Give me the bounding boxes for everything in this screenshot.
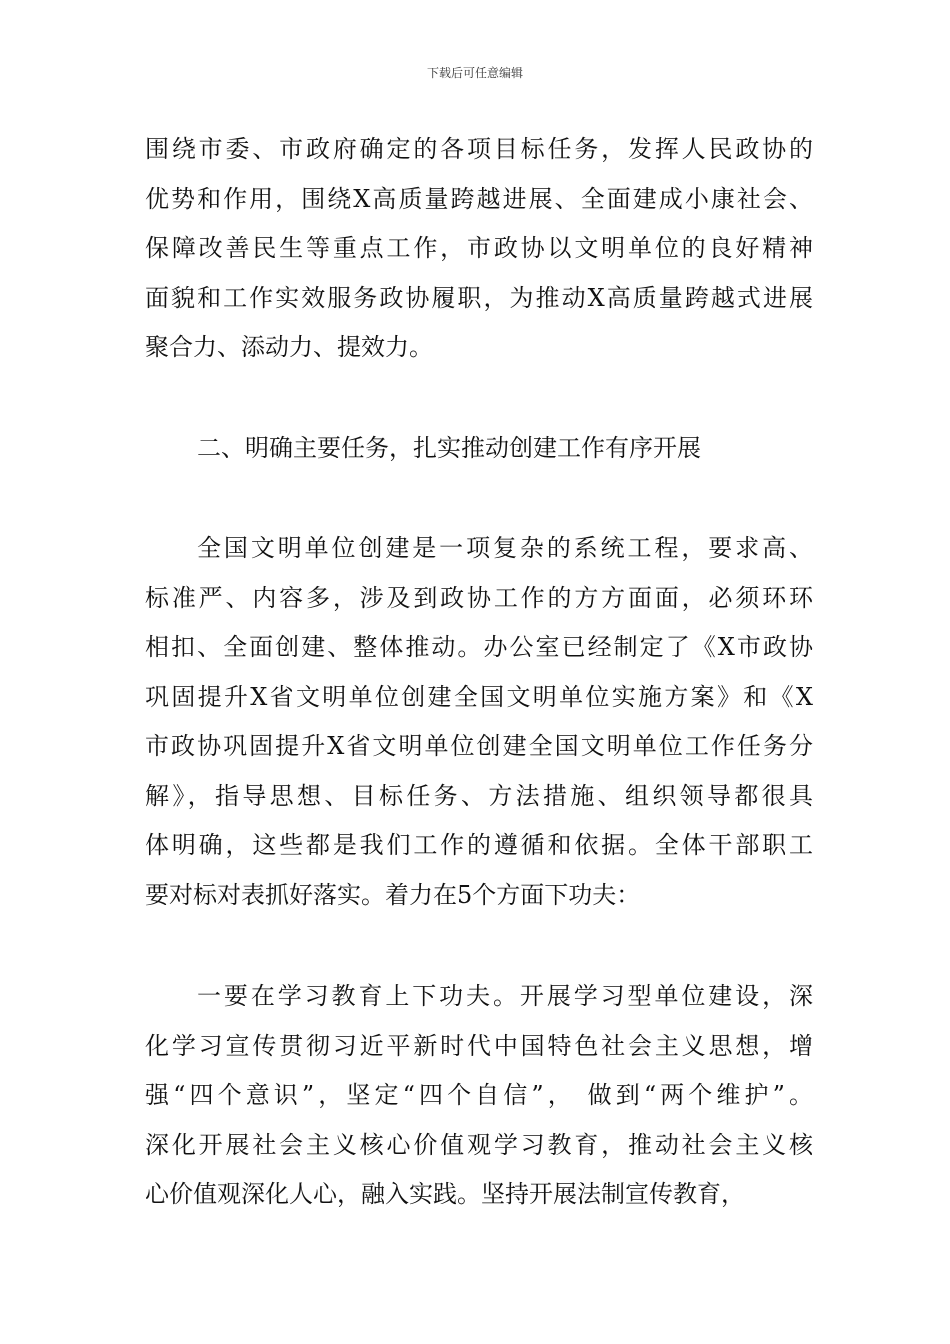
text-line: 全国文明单位创建是一项复杂的系统工程，要求高、	[197, 534, 813, 562]
text-line: 化学习宣传贯彻习近平新时代中国特色社会主义思想，增	[145, 1031, 813, 1060]
text-line: 心价值观深化人心，融入实践。坚持开展法制宣传教育，	[145, 1180, 745, 1208]
paragraph-intro	[145, 125, 813, 373]
paragraph-main-tasks	[145, 524, 813, 920]
text-line: 保障改善民生等重点工作，市政协以文明单位的良好精神	[145, 234, 813, 262]
text-line: 强“四个意识”，坚定“四个自信”， 做到“两个维护”。	[145, 1081, 813, 1109]
section-heading: 二、明确主要任务，扎实推动创建工作有序开展	[197, 434, 701, 462]
text-line: 一要在学习教育上下功夫。开展学习型单位建设，深	[197, 982, 813, 1010]
text-line: 体明确，这些都是我们工作的遵循和依据。全体干部职工	[145, 831, 813, 859]
page-header: 下载后可任意编辑	[426, 66, 523, 80]
text-line: 面貌和工作实效服务政协履职，为推动X高质量跨越式进展	[145, 283, 813, 312]
text-line: 聚合力、添动力、提效力。	[145, 333, 433, 361]
text-line: 标准严、内容多，涉及到政协工作的方方面面，必须环环	[145, 583, 813, 612]
paragraph-study-education	[145, 972, 813, 1220]
text-line: 围绕市委、市政府确定的各项目标任务，发挥人民政协的	[145, 135, 813, 163]
text-line: 市政协巩固提升X省文明单位创建全国文明单位工作任务分	[145, 732, 813, 760]
text-line: 深化开展社会主义核心价值观学习教育，推动社会主义核	[145, 1130, 813, 1159]
text-line: 相扣、全面创建、整体推动。办公室已经制定了《X市政协	[145, 633, 813, 661]
text-line: 解》，指导思想、目标任务、方法措施、组织领导都很具	[145, 781, 813, 810]
text-line: 要对标对表抓好落实。着力在5个方面下功夫：	[145, 880, 641, 909]
text-line: 巩固提升X省文明单位创建全国文明单位实施方案》和《X	[145, 682, 813, 711]
text-line: 优势和作用，围绕X高质量跨越进展、全面建成小康社会、	[145, 184, 813, 213]
